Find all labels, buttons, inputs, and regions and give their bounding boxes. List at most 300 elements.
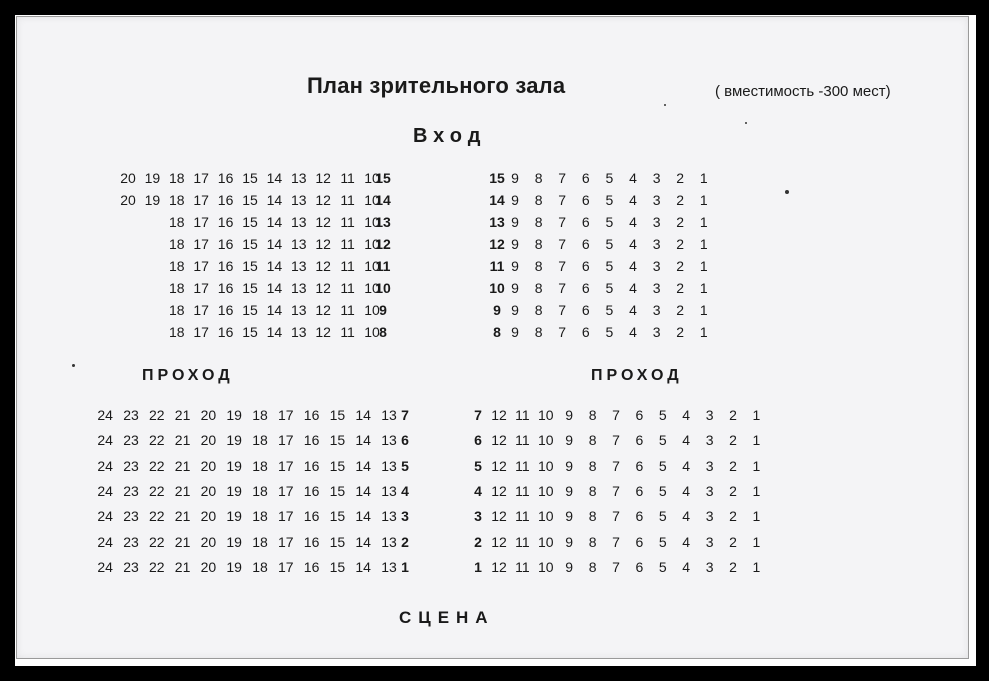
- seat-number: 12: [491, 432, 507, 449]
- seat-number: 12: [315, 280, 331, 296]
- seat-number: 22: [149, 457, 165, 474]
- seat-number: 7: [558, 280, 567, 296]
- seat-number: 17: [193, 192, 209, 208]
- aisle-label-left: ПРОХОД: [142, 367, 234, 384]
- seat-number: 14: [355, 558, 371, 575]
- seat-number: 14: [266, 258, 283, 274]
- seat-number: 1: [699, 302, 708, 318]
- seat-number: 17: [278, 482, 294, 499]
- seat-number: 7: [612, 457, 620, 474]
- seat-number: 17: [278, 457, 294, 474]
- seat-number: 20: [200, 482, 217, 499]
- seat-number: 12: [491, 457, 507, 474]
- seat-number: 24: [97, 432, 113, 449]
- seat-number: 13: [291, 192, 307, 208]
- row-number: 7: [474, 407, 482, 423]
- seat-number: 7: [558, 258, 567, 274]
- seat-number: 17: [278, 508, 294, 525]
- seat-number: 14: [355, 407, 371, 423]
- seat-number: 19: [144, 192, 161, 208]
- seat-number: 11: [515, 558, 530, 575]
- seat-number: 17: [193, 214, 209, 230]
- seat-number: 17: [278, 558, 294, 575]
- seat-number: 11: [340, 170, 355, 186]
- seat-number: 11: [515, 508, 530, 525]
- seat-number: 11: [340, 192, 355, 208]
- seat-number: 13: [291, 236, 307, 252]
- seat-number: 12: [491, 558, 507, 575]
- seat-number: 20: [200, 407, 217, 423]
- seat-number: 13: [381, 457, 397, 474]
- seat-number: 22: [149, 432, 165, 449]
- seat-number: 7: [558, 324, 567, 340]
- seat-number: 1: [752, 558, 761, 575]
- seat-number: 8: [534, 214, 543, 230]
- seat-number: 3: [705, 508, 714, 525]
- seat-number: 3: [652, 170, 661, 186]
- seat-number: 4: [682, 482, 691, 499]
- seat-number: 11: [515, 533, 530, 550]
- stage-label: СЦЕНА: [399, 608, 495, 627]
- seat-number: 16: [303, 558, 320, 575]
- seat-number: 2: [729, 407, 737, 423]
- seat-number: 13: [291, 170, 307, 186]
- seat-number: 12: [315, 324, 331, 340]
- seat-row-lower-right: [0, 456, 989, 476]
- row-number: 13: [375, 214, 391, 230]
- seat-number: 15: [329, 558, 346, 575]
- seat-number: 18: [252, 407, 268, 423]
- entrance-label: Вход: [413, 125, 487, 147]
- seat-number: 8: [588, 508, 597, 525]
- seat-number: 16: [217, 170, 234, 186]
- seat-number: 15: [242, 258, 258, 274]
- seat-number: 6: [635, 533, 644, 550]
- seat-number: 14: [355, 482, 371, 499]
- seat-number: 8: [588, 533, 597, 550]
- seat-number: 15: [329, 432, 346, 449]
- print-speck: [785, 190, 789, 194]
- seat-number: 7: [558, 302, 567, 318]
- seat-number: 19: [226, 432, 242, 449]
- row-number: 10: [489, 280, 505, 296]
- seat-number: 15: [329, 508, 346, 525]
- seat-number: 14: [266, 324, 283, 340]
- seat-number: 12: [491, 407, 507, 423]
- seat-number: 1: [752, 407, 761, 423]
- seat-number: 4: [629, 302, 637, 318]
- seat-number: 4: [629, 214, 637, 230]
- seat-number: 10: [364, 214, 380, 230]
- seat-number: 2: [729, 533, 737, 550]
- seat-number: 7: [558, 236, 567, 252]
- seat-number: 12: [315, 192, 331, 208]
- seat-number: 22: [149, 508, 165, 525]
- seat-number: 6: [581, 170, 590, 186]
- seat-number: 4: [629, 258, 637, 274]
- capacity-note: ( вместимость -300 мест): [715, 83, 891, 100]
- page-title: План зрительного зала: [307, 73, 566, 98]
- seat-number: 4: [629, 236, 637, 252]
- seat-number: 20: [200, 432, 217, 449]
- seat-number: 1: [752, 482, 761, 499]
- seat-number: 13: [381, 558, 397, 575]
- seat-number: 7: [612, 508, 620, 525]
- seat-number: 4: [629, 324, 637, 340]
- seat-number: 5: [658, 482, 667, 499]
- seat-number: 19: [226, 407, 242, 423]
- seat-number: 10: [364, 258, 380, 274]
- seat-number: 24: [97, 558, 113, 575]
- seat-number: 11: [340, 324, 355, 340]
- seat-number: 22: [149, 533, 165, 550]
- seat-number: 6: [581, 302, 590, 318]
- row-number: 4: [401, 482, 409, 499]
- seat-number: 11: [340, 236, 355, 252]
- seat-number: 11: [340, 302, 355, 318]
- seat-row-lower-right: [0, 481, 989, 501]
- row-number: 12: [489, 236, 505, 252]
- seat-row-upper-right: [0, 168, 989, 188]
- seat-number: 9: [565, 482, 574, 499]
- seat-number: 22: [149, 482, 165, 499]
- seat-number: 20: [200, 508, 217, 525]
- seat-number: 15: [329, 482, 346, 499]
- seat-number: 4: [629, 280, 637, 296]
- seat-number: 9: [511, 236, 519, 252]
- seat-number: 16: [217, 236, 234, 252]
- seat-number: 12: [315, 302, 331, 318]
- seat-number: 10: [364, 324, 380, 340]
- seat-number: 12: [315, 170, 331, 186]
- seat-number: 21: [174, 558, 191, 575]
- seat-number: 8: [588, 407, 597, 423]
- seat-number: 2: [729, 457, 737, 474]
- seat-number: 2: [676, 280, 685, 296]
- seat-number: 18: [169, 258, 185, 274]
- seat-number: 2: [676, 302, 685, 318]
- seat-number: 15: [242, 214, 258, 230]
- seat-number: 5: [605, 324, 614, 340]
- seat-number: 11: [515, 432, 530, 449]
- seat-number: 3: [652, 236, 661, 252]
- seat-number: 9: [565, 508, 574, 525]
- seat-number: 4: [682, 432, 691, 449]
- seat-number: 18: [169, 302, 185, 318]
- seat-row-upper-right: [0, 256, 989, 276]
- seat-number: 21: [174, 457, 191, 474]
- seat-number: 4: [629, 192, 637, 208]
- seat-number: 11: [515, 407, 530, 423]
- seat-number: 9: [565, 407, 574, 423]
- seat-number: 8: [534, 280, 543, 296]
- seat-number: 16: [217, 192, 234, 208]
- seat-number: 19: [226, 508, 242, 525]
- row-number: 14: [489, 192, 505, 208]
- seat-number: 14: [266, 302, 283, 318]
- row-number: 9: [379, 302, 387, 318]
- seat-number: 6: [581, 192, 590, 208]
- print-speck: [745, 122, 747, 124]
- seat-number: 13: [291, 324, 307, 340]
- seat-number: 5: [658, 533, 667, 550]
- seat-number: 8: [534, 170, 543, 186]
- seat-number: 1: [699, 170, 708, 186]
- seat-number: 22: [149, 407, 165, 423]
- seat-number: 20: [120, 192, 136, 208]
- seat-number: 14: [355, 508, 371, 525]
- row-number: 8: [493, 324, 501, 340]
- seat-number: 18: [169, 192, 185, 208]
- seat-number: 24: [97, 533, 113, 550]
- row-number: 3: [474, 508, 482, 525]
- seat-number: 10: [538, 508, 554, 525]
- seat-number: 16: [217, 214, 234, 230]
- seat-row-upper-right: [0, 322, 989, 342]
- seat-number: 8: [534, 236, 543, 252]
- seat-number: 4: [682, 533, 691, 550]
- seat-number: 6: [635, 407, 644, 423]
- seat-number: 14: [266, 280, 283, 296]
- seat-number: 23: [123, 533, 139, 550]
- row-number: 2: [401, 533, 409, 550]
- seat-number: 23: [123, 457, 139, 474]
- row-number: 5: [401, 457, 409, 474]
- seat-number: 24: [97, 407, 113, 423]
- seat-number: 21: [174, 508, 191, 525]
- seat-number: 3: [705, 482, 714, 499]
- seat-number: 2: [676, 192, 685, 208]
- seat-number: 2: [676, 258, 685, 274]
- seat-number: 23: [123, 407, 139, 423]
- seat-number: 22: [149, 558, 165, 575]
- seat-number: 17: [278, 533, 294, 550]
- seat-number: 17: [193, 302, 209, 318]
- seat-number: 10: [364, 170, 380, 186]
- row-number: 10: [375, 280, 391, 296]
- row-number: 4: [474, 482, 482, 499]
- seat-number: 8: [588, 457, 597, 474]
- seat-number: 10: [538, 457, 554, 474]
- seat-number: 9: [511, 258, 519, 274]
- seat-number: 10: [364, 192, 380, 208]
- row-number: 6: [474, 432, 482, 449]
- row-number: 11: [489, 258, 505, 274]
- row-number: 3: [401, 508, 409, 525]
- seat-number: 9: [511, 302, 519, 318]
- seat-number: 7: [612, 482, 620, 499]
- seat-number: 13: [381, 482, 397, 499]
- seat-number: 13: [381, 432, 397, 449]
- seat-number: 19: [144, 170, 161, 186]
- seat-number: 3: [652, 214, 661, 230]
- seat-number: 4: [682, 558, 691, 575]
- seat-number: 6: [581, 214, 590, 230]
- seat-number: 9: [511, 214, 519, 230]
- seat-number: 16: [303, 407, 320, 423]
- seat-number: 5: [605, 302, 614, 318]
- seat-number: 13: [291, 258, 307, 274]
- seat-number: 1: [752, 508, 761, 525]
- seat-number: 12: [315, 258, 331, 274]
- aisle-label-right: ПРОХОД: [591, 367, 683, 384]
- seat-number: 10: [538, 482, 554, 499]
- seat-number: 18: [169, 324, 185, 340]
- seat-number: 3: [705, 457, 714, 474]
- seat-number: 9: [565, 558, 574, 575]
- seat-number: 10: [538, 432, 554, 449]
- seat-number: 12: [315, 214, 331, 230]
- seat-number: 10: [364, 280, 380, 296]
- seat-number: 16: [303, 533, 320, 550]
- seat-number: 15: [242, 302, 258, 318]
- row-number: 12: [375, 236, 391, 252]
- seat-number: 19: [226, 558, 242, 575]
- seat-number: 16: [303, 432, 320, 449]
- seat-number: 2: [676, 324, 685, 340]
- row-number: 13: [489, 214, 505, 230]
- seat-number: 4: [682, 508, 691, 525]
- seat-number: 19: [226, 457, 242, 474]
- seat-number: 7: [558, 192, 567, 208]
- seat-number: 19: [226, 533, 242, 550]
- seat-number: 14: [266, 192, 283, 208]
- seat-number: 7: [612, 558, 620, 575]
- seat-number: 8: [588, 432, 597, 449]
- seat-number: 15: [242, 170, 258, 186]
- seat-number: 1: [752, 533, 761, 550]
- seat-number: 20: [120, 170, 136, 186]
- seat-number: 15: [329, 533, 346, 550]
- seat-number: 7: [612, 407, 620, 423]
- seat-number: 5: [605, 192, 614, 208]
- seat-number: 5: [605, 258, 614, 274]
- seat-number: 7: [612, 533, 620, 550]
- seat-number: 21: [174, 432, 191, 449]
- seat-number: 9: [511, 324, 519, 340]
- seat-number: 1: [699, 258, 708, 274]
- seat-number: 2: [729, 508, 737, 525]
- seat-number: 1: [699, 214, 708, 230]
- row-number: 2: [474, 533, 482, 550]
- seat-number: 17: [193, 280, 209, 296]
- seat-number: 17: [193, 324, 209, 340]
- seat-row-upper-right: [0, 190, 989, 210]
- seat-number: 13: [381, 407, 397, 423]
- seat-number: 24: [97, 457, 113, 474]
- seat-number: 15: [242, 324, 258, 340]
- seat-number: 6: [581, 258, 590, 274]
- seat-number: 17: [278, 432, 294, 449]
- seat-number: 1: [699, 280, 708, 296]
- seat-number: 14: [266, 214, 283, 230]
- seat-number: 16: [217, 258, 234, 274]
- seat-number: 12: [491, 508, 507, 525]
- row-number: 1: [401, 558, 409, 575]
- seat-number: 2: [676, 214, 685, 230]
- seat-number: 4: [682, 407, 691, 423]
- seat-number: 9: [565, 432, 574, 449]
- seat-number: 13: [381, 508, 397, 525]
- seat-number: 10: [538, 533, 554, 550]
- seat-number: 13: [291, 280, 307, 296]
- seat-number: 19: [226, 482, 242, 499]
- seat-number: 7: [558, 170, 567, 186]
- row-number: 14: [375, 192, 391, 208]
- seat-number: 8: [534, 258, 543, 274]
- seat-number: 1: [752, 457, 761, 474]
- seat-number: 18: [252, 533, 268, 550]
- seat-number: 6: [635, 482, 644, 499]
- seat-number: 15: [329, 407, 346, 423]
- seat-number: 16: [217, 324, 234, 340]
- seat-number: 2: [729, 432, 737, 449]
- seat-number: 15: [242, 192, 258, 208]
- seat-number: 17: [193, 170, 209, 186]
- seat-number: 20: [200, 457, 217, 474]
- seat-number: 18: [252, 508, 268, 525]
- seat-number: 18: [169, 214, 185, 230]
- seat-number: 16: [303, 482, 320, 499]
- seat-number: 6: [635, 457, 644, 474]
- seat-number: 18: [252, 457, 268, 474]
- seat-number: 10: [364, 236, 380, 252]
- print-speck: [664, 104, 666, 106]
- seat-number: 7: [558, 214, 567, 230]
- seat-row-lower-right: [0, 532, 989, 552]
- seat-number: 20: [200, 533, 217, 550]
- seat-number: 13: [291, 214, 307, 230]
- seat-number: 7: [612, 432, 620, 449]
- seat-number: 8: [534, 192, 543, 208]
- seat-number: 9: [511, 170, 519, 186]
- seat-number: 17: [193, 258, 209, 274]
- row-number: 11: [375, 258, 391, 274]
- seat-number: 5: [658, 558, 667, 575]
- seat-number: 18: [252, 558, 268, 575]
- seat-number: 18: [169, 280, 185, 296]
- seat-number: 5: [658, 457, 667, 474]
- seat-number: 6: [581, 236, 590, 252]
- seat-number: 5: [658, 508, 667, 525]
- seat-number: 12: [315, 236, 331, 252]
- seat-number: 9: [511, 280, 519, 296]
- row-number: 9: [493, 302, 501, 318]
- seat-number: 14: [355, 457, 371, 474]
- seat-number: 5: [605, 236, 614, 252]
- seat-number: 1: [752, 432, 761, 449]
- seat-row-upper-right: [0, 212, 989, 232]
- seat-number: 18: [169, 170, 185, 186]
- seat-number: 6: [635, 432, 644, 449]
- seat-number: 8: [534, 324, 543, 340]
- seat-number: 13: [291, 302, 307, 318]
- seat-number: 18: [252, 432, 268, 449]
- seat-number: 2: [729, 482, 737, 499]
- seat-number: 18: [252, 482, 268, 499]
- seat-number: 16: [303, 457, 320, 474]
- seat-number: 3: [705, 407, 714, 423]
- seat-number: 16: [303, 508, 320, 525]
- seat-number: 10: [364, 302, 380, 318]
- row-number: 8: [379, 324, 387, 340]
- seat-number: 9: [511, 192, 519, 208]
- seat-number: 11: [515, 482, 530, 499]
- seat-number: 5: [605, 214, 614, 230]
- seat-number: 1: [699, 192, 708, 208]
- seat-number: 21: [174, 407, 191, 423]
- seat-number: 3: [652, 192, 661, 208]
